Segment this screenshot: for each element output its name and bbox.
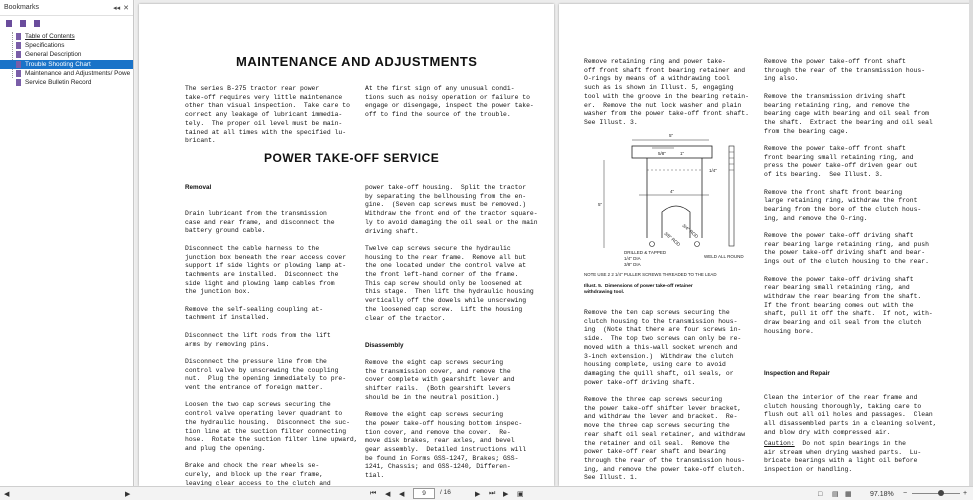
vertical-scrollbar[interactable]	[969, 0, 973, 486]
hole-label: 3/8" DIA	[624, 262, 641, 267]
screw-hole	[650, 242, 655, 247]
collapse-panel-icon[interactable]: ◂◂	[113, 4, 121, 12]
close-icon[interactable]: ✕	[123, 4, 129, 12]
dim-label: 5/8"	[658, 151, 666, 156]
two-page-view-icon[interactable]: ▤	[832, 491, 839, 498]
inspection-heading: Inspection and Repair	[764, 370, 830, 377]
scroll-right-icon[interactable]: ▶	[125, 491, 131, 498]
figure-note: NOTE USE 2 2 1/4" PULLER SCREWS THREADED TO THE LEAD	[584, 272, 717, 277]
bookmark-item[interactable]	[0, 69, 133, 78]
continuous-view-icon[interactable]: ▦	[845, 491, 852, 498]
dim-label: 5"	[598, 202, 603, 207]
fit-page-icon[interactable]: ▣	[517, 491, 524, 498]
bookmark-item-selected[interactable]	[0, 60, 133, 69]
bookmark-icon	[16, 33, 21, 40]
new-bookmark-icon[interactable]	[6, 20, 12, 27]
screw-hole	[695, 242, 700, 247]
intro-right-text: At the first sign of any unusual condi- tions such as noisy operation or failure to engage or disengage, inspect the power take- off to find the source of the trouble.	[365, 85, 534, 119]
caution-text	[764, 440, 921, 475]
rod-label: 3/8" ROD	[663, 230, 682, 248]
document-page-left	[139, 4, 554, 486]
bookmark-icon	[16, 42, 21, 49]
zoom-slider[interactable]	[912, 493, 960, 494]
zoom-in-icon[interactable]: +	[963, 489, 968, 497]
dim-label: 1"	[680, 151, 685, 156]
section-title: POWER TAKE-OFF SERVICE	[264, 151, 440, 165]
document-viewport[interactable]	[135, 0, 973, 486]
bottom-toolbar	[0, 486, 973, 500]
removal-right-text: power take-off housing. Split the tractor by separating the bellhousing from the en- gine. (Seven cap screws must be removed.) Withdraw the front end of the tractor square- ly to avoid damaging the oil seal or the main driving shaft. Twelve cap screws secure the hydraulic housing to the rear frame. Remove all but the one located under the control valve at the front left-hand corner of the frame. This cap screw should only be loosened at this stage. Then lift the hydraulic housing vertically off the dowels while unscrewing the loosened cap screw. Lift the housing clear of the tractor.	[365, 184, 538, 322]
bookmark-icon	[16, 70, 21, 77]
page-number-input[interactable]: 9	[413, 488, 435, 499]
bookmark-label: General Description	[25, 51, 82, 59]
page-title: MAINTENANCE AND ADJUSTMENTS	[236, 54, 478, 69]
bookmark-options-icon[interactable]	[34, 20, 40, 27]
col1-bottom-text: Remove the ten cap screws securing the clutch housing to the transmission hous- ing (Note that there are four screws in- side. The top two screws can only be re- moved with a this-wall socket wrench and 3-inch extension.) Withdraw the clutch housing complete, using care to avoid damaging the quill shaft, oil seals, or power take-off driving shaft. Remove the three cap screws securing the power take-off shifter lever bracket, and withdraw the lever and bracket. Re- move the three cap screws securing the rear shaft oil seal retainer, and withdraw the retainer and oil seal. Remove the power take-off rear shaft and bearing through the rear of the transmission hous- ing, and remove the power take-off clutch. See Illust. 1.	[584, 309, 746, 482]
dim-label: 1/4"	[709, 168, 717, 173]
bookmark-item[interactable]	[0, 41, 133, 50]
back-icon[interactable]: ◀	[399, 491, 405, 498]
caution-label: Caution:	[764, 440, 795, 447]
col1-top-text: Remove retaining ring and power take- off front shaft front bearing retainer and O-rings by means of a withdrawing tool such as is shown in Illust. 5, engaging tool with the groove in the bearing retain- er. Remove the nut lock washer and plain washer from the power take-off front shaft. See Illust. 3.	[584, 58, 749, 126]
page-total: / 16	[440, 489, 451, 496]
single-page-view-icon[interactable]: □	[818, 490, 823, 498]
bookmark-item[interactable]	[0, 50, 133, 59]
zoom-slider-handle[interactable]	[938, 490, 944, 496]
expand-bookmarks-icon[interactable]	[20, 20, 26, 27]
zoom-level[interactable]: 97.18%	[870, 490, 894, 498]
weld-label: WELD ALL ROUND	[704, 254, 744, 259]
bookmark-label: Service Bulletin Record	[25, 79, 92, 87]
drilled-label: DRILLED & TAPPED	[624, 250, 667, 255]
bookmark-label: Specifications	[25, 42, 65, 50]
bookmarks-toolbar	[0, 16, 133, 30]
zoom-out-icon[interactable]: −	[903, 489, 908, 497]
threaded-rod	[729, 146, 734, 246]
dim-label: 4"	[670, 189, 675, 194]
bookmark-icon	[16, 79, 21, 86]
caution-body: Do not spin bearings in the air stream when drying washed parts. Lu- bricate bearings with a light oil before inspection or handling.	[764, 440, 922, 474]
bookmarks-header	[0, 0, 133, 16]
prev-page-icon[interactable]: ◀	[385, 491, 391, 498]
withdrawing-tool-illustration	[584, 130, 744, 270]
forward-icon[interactable]: ▶	[503, 491, 509, 498]
bookmark-label: Trouble Shooting Chart	[25, 60, 91, 68]
bookmarks-panel	[0, 0, 134, 486]
bookmark-label: Table of Contents	[25, 33, 75, 41]
removal-heading: Removal	[185, 184, 212, 191]
bookmark-label: Maintenance and Adjustments/ Powe	[25, 69, 131, 77]
bookmark-list	[0, 30, 133, 87]
rod-label: 3/4" ROD	[681, 222, 700, 240]
last-page-icon[interactable]: ⏭	[489, 490, 496, 497]
col2-top-text: Remove the power take-off front shaft through the rear of the transmission hous- ing also. Remove the transmission driving shaft bearing retaining ring, and remove the bearing cage with bearing and oil seal from the shaft. Extract the bearing and oil seal from the bearing cage. Remove the power take-off front shaft front bearing small retaining ring, and press the power take-off driven gear out of its bearing. See Illust. 3. Remove the front shaft front bearing large retaining ring, withdraw the front bearing from the bore of the clutch hous- ing, and remove the O-ring. Remove the power take-off driving shaft rear bearing large retaining ring, and push the power take-off driving shaft and bear- ings out of the clutch housing to the rear. Remove the power take-off driving shaft rear bearing small retaining ring, and withdraw the rear bearing from the shaft. If the front bearing comes out with the shaft, pull it off the shaft. If not, with- draw bearing and oil seal from the clutch housing bore.	[764, 58, 933, 335]
bookmarks-title: Bookmarks	[4, 4, 40, 11]
figure-caption: Illust. 5. Dimensions of power take-off retainer withdrawing tool.	[584, 284, 693, 295]
disassembly-heading: Disassembly	[365, 342, 404, 349]
next-page-icon[interactable]: ▶	[475, 491, 481, 498]
col2-bottom-text: Clean the interior of the rear frame and clutch housing thoroughly, taking care to flush out all oil holes and passages. Clean all disassembled parts in a cleaning solvent, and blow dry with compressed air.	[764, 394, 937, 436]
bookmark-item[interactable]	[0, 32, 133, 41]
bookmark-icon	[16, 51, 21, 58]
hole-label: 1/4" DIA	[624, 256, 641, 261]
scroll-left-icon[interactable]: ◀	[4, 491, 10, 498]
intro-left-text: The series B-275 tractor rear power take-off requires very little maintenance other than visual inspection. Take care to correct any leakage of lubricant immedia- tely. The proper oil level must be main- tained at all times with the specified lu- bricant.	[185, 85, 350, 145]
dim-label: 5"	[669, 133, 674, 138]
bookmark-item[interactable]	[0, 78, 133, 87]
disassembly-text: Remove the eight cap screws securing the transmission cover, and remove the cover complete with gearshift lever and shifter rails. (Both gearshift levers should be in the neutral position.) Remove the eight cap screws securing the power take-off housing bottom inspec- tion cover, and remove the cover. Re- move disk brakes, rear axles, and bevel gear assembly. Detailed instructions will be found in Forms GSS-1247, Brakes; GSS- 1241, Chassis; and GSS-1240, Differen- tial.	[365, 359, 527, 480]
bookmark-icon	[16, 61, 21, 68]
removal-left-text: Drain lubricant from the transmission case and rear frame, and disconnect the battery ground cable. Disconnect the cable harness to the junction box beneath the rear access cover support if side lights or plowing lamp at- tachments are installed. Disconnect the side light and plowing lamp cables from the junction box. Remove the self-sealing coupling at- tachment if installed. Disconnect the lift rods from the lift arms by removing pins. Disconnect the pressure line from the control valve by unscrewing the coupling nut. Plug the opening immediately to pre- vent the entrance of foreign matter. Loosen the two cap screws securing the control valve operating lever quadrant to the hydraulic housing. Disconnect the suc- tion line at the suction filter connecting hose. Rotate the suction filter line upward, and plug the opening. Brake and chock the rear wheels se- curely, and block up the rear frame, leaving clear access to the clutch and	[185, 210, 358, 486]
document-page-right	[559, 4, 971, 486]
first-page-icon[interactable]: ⏮	[370, 490, 377, 497]
